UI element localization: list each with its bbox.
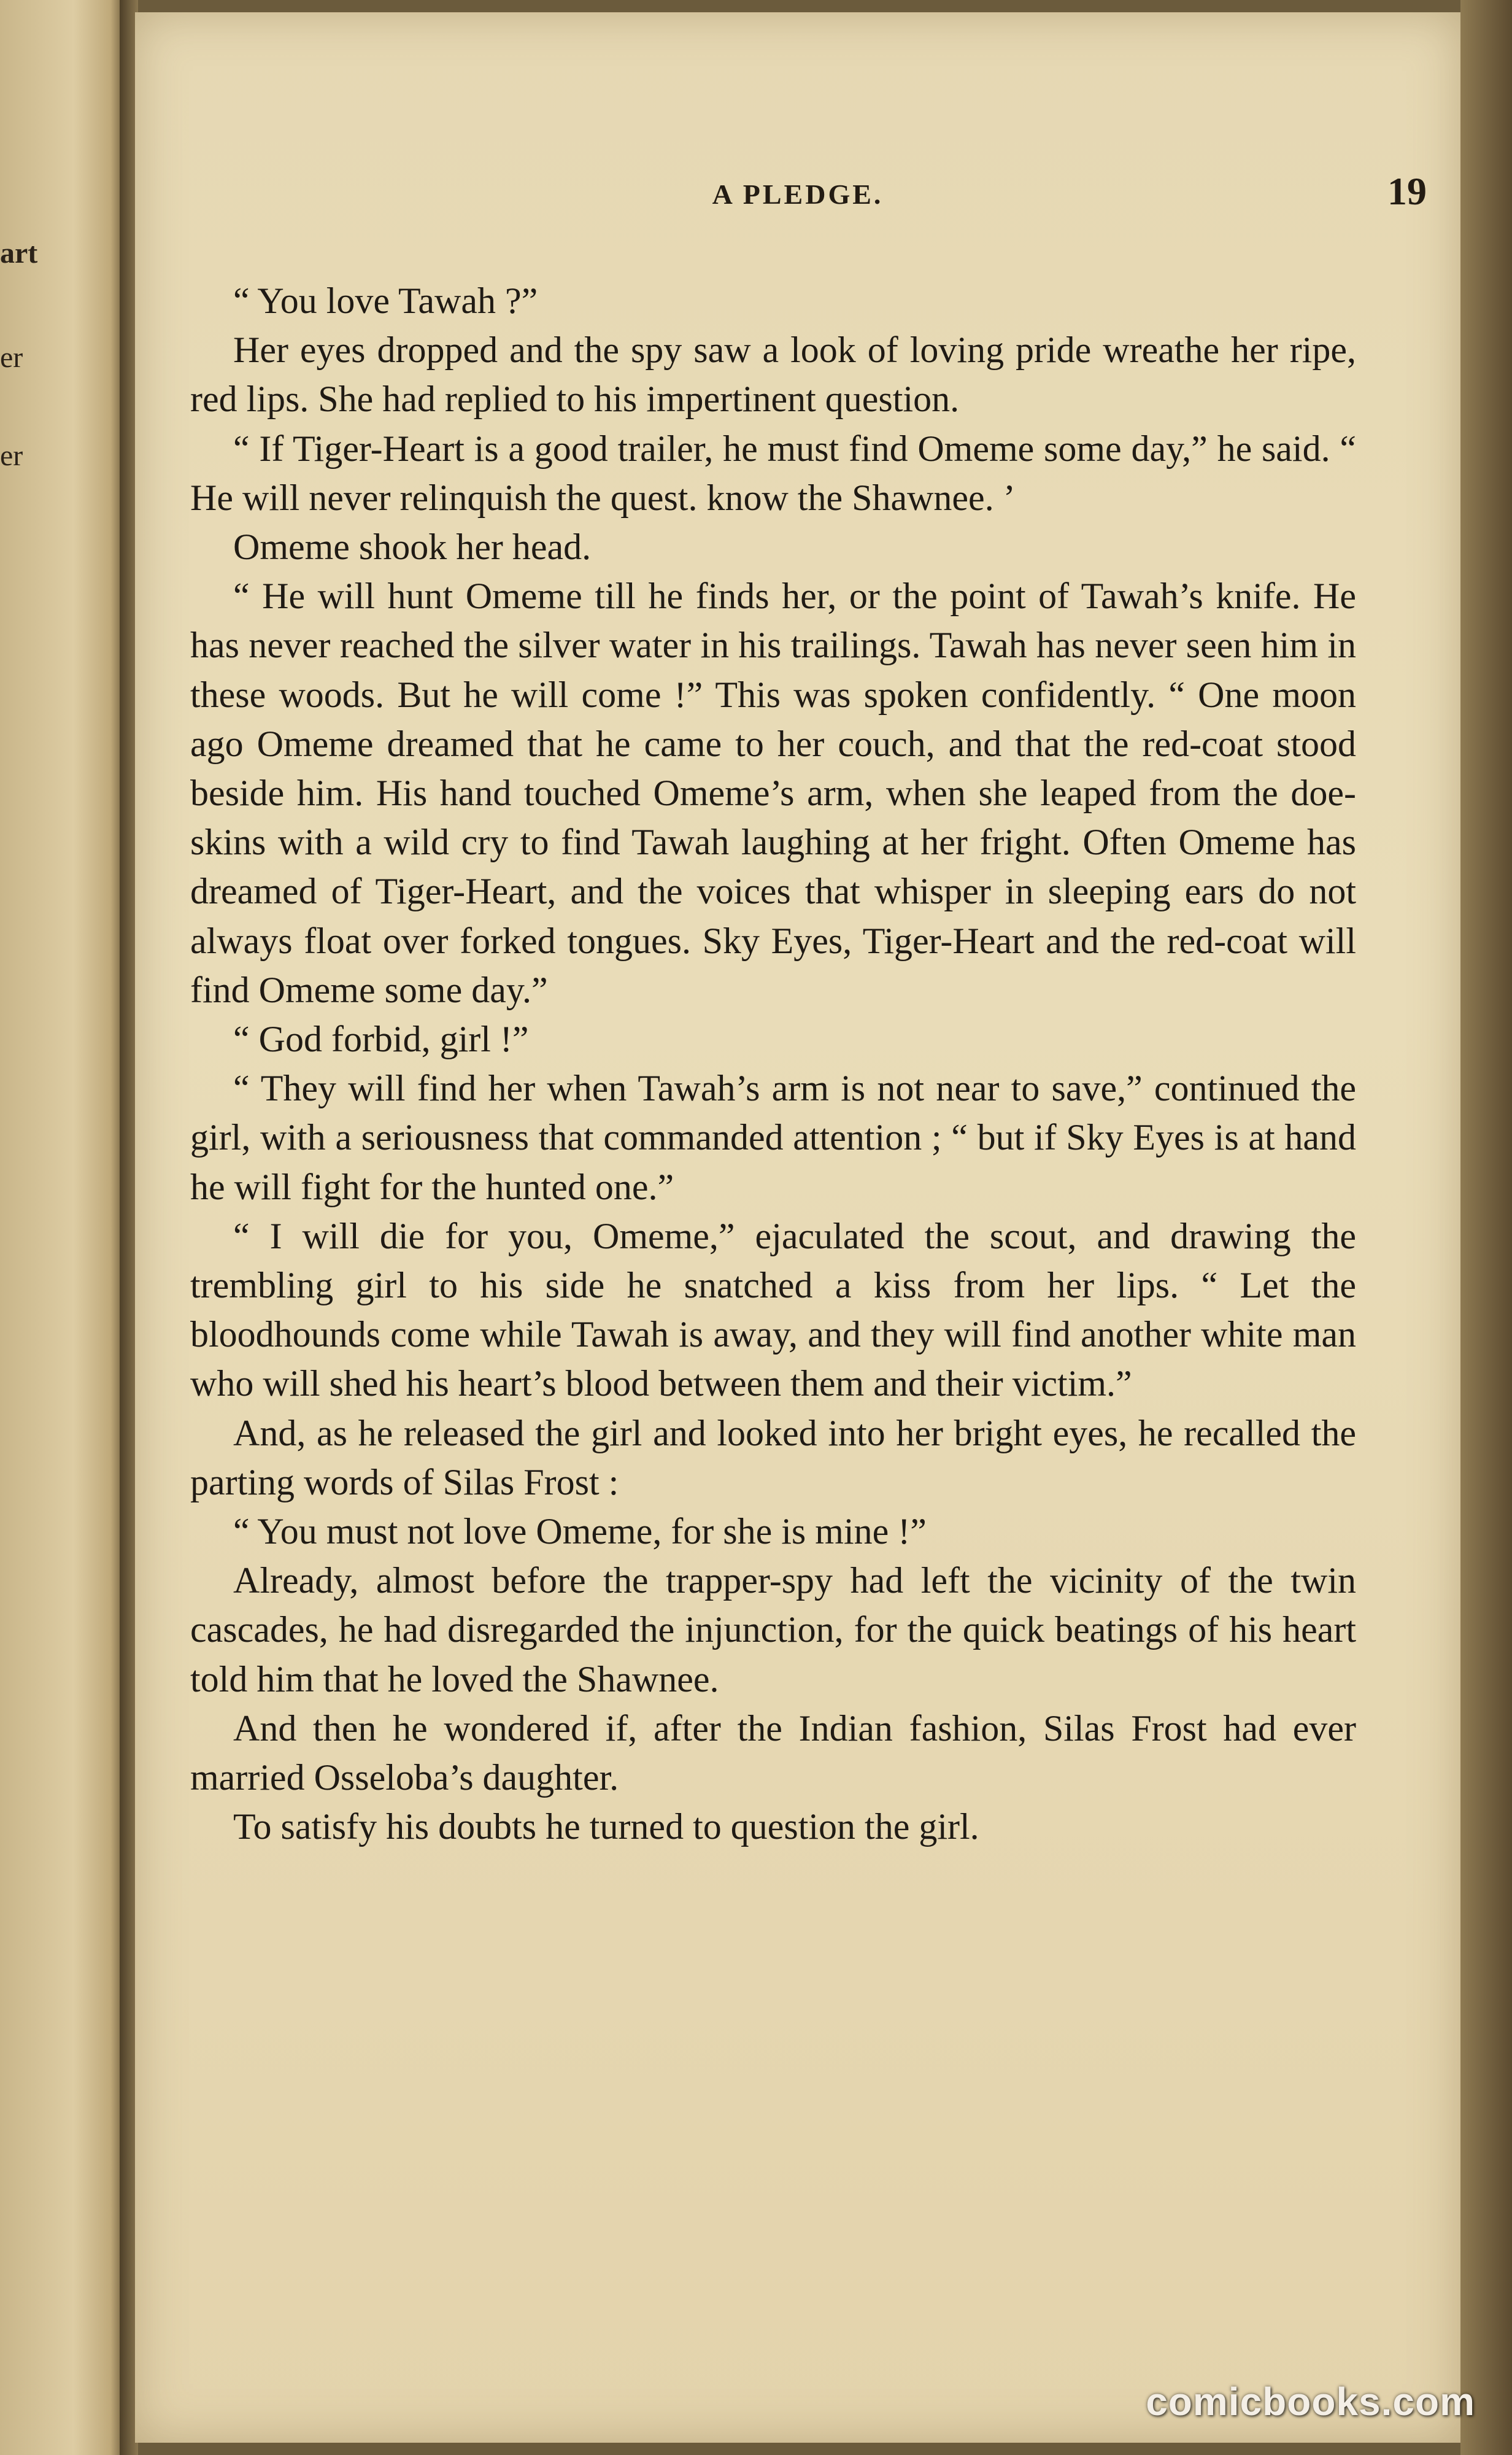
left-page-fragment: er [0, 341, 23, 374]
paragraph: And then he wondered if, after the Indian fashion, Silas Frost had ever married Osseloba’s daughter. [190, 1707, 1356, 1798]
page-number: 19 [1387, 169, 1427, 213]
left-page-edge [0, 0, 123, 2455]
body-text [190, 276, 1356, 1852]
paragraph: “ If Tiger-Heart is a good trailer, he must find Omeme some day,” he said. “ He will never relinquish the quest. know the Shawnee. ’ [190, 428, 1356, 518]
paragraph: “ You love Tawah ?” [233, 280, 538, 321]
paragraph: “ He will hunt Omeme till he finds her, or the point of Tawah’s knife. He has never reached the silver water in his trailings. Tawah has never seen him in these woods. But he will come !” This was spoken confidently. “ One moon ago Omeme dreamed that he came to her couch, and that the red-coat stood beside him. His hand touched Omeme’s arm, when she leaped from the doe-skins with a wild cry to find Tawah laughing at her fright. Often Omeme has dreamed of Tiger-Heart, and the voices that whisper in sleeping ears do not always float over forked tongues. Sky Eyes, Tiger-Heart and the red-coat will find Omeme some day.” [190, 576, 1356, 1010]
right-page-edge [1460, 0, 1512, 2455]
left-page-fragment: er [0, 439, 23, 472]
paragraph: “ God forbid, girl !” [233, 1019, 529, 1060]
book-page [135, 12, 1460, 2443]
paragraph: And, as he released the girl and looked into her bright eyes, he recalled the parting words of Silas Frost : [190, 1412, 1356, 1502]
paragraph: “ You must not love Omeme, for she is mine !” [233, 1511, 927, 1552]
paragraph: To satisfy his doubts he turned to question the girl. [233, 1806, 979, 1847]
watermark: comicbooks.com [1146, 2380, 1475, 2424]
paragraph: Omeme shook her head. [233, 527, 592, 568]
left-page-fragment: art [0, 237, 38, 269]
running-head: A PLEDGE. [712, 179, 884, 210]
paragraph: Her eyes dropped and the spy saw a look of loving pride wreathe her ripe, red lips. She had replied to his impertinent question. [190, 330, 1356, 420]
paragraph: “ They will find her when Tawah’s arm is not near to save,” continued the girl, with a seriousness that commanded attention ; “ but if Sky Eyes is at hand he will fight for the hunted one.” [190, 1068, 1356, 1207]
paragraph: Already, almost before the trapper-spy had left the vicinity of the twin cascades, he had disregarded the injunction, for the quick beatings of his heart told him that he loved the Shawnee. [190, 1560, 1356, 1699]
paragraph: “ I will die for you, Omeme,” ejaculated the scout, and drawing the trembling girl to his side he snatched a kiss from her lips. “ Let the bloodhounds come while Tawah is away, and they will find another white man who will shed his heart’s blood between them and their victim.” [190, 1215, 1356, 1404]
